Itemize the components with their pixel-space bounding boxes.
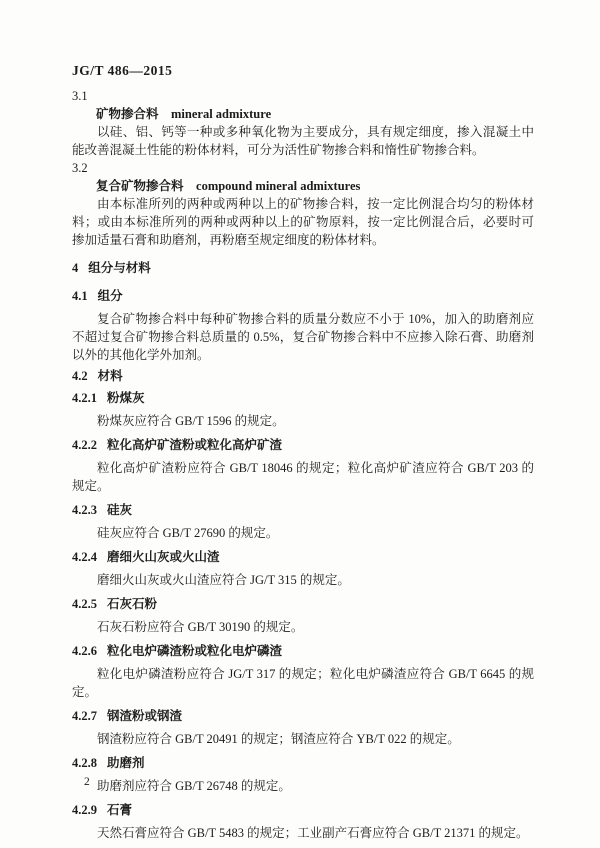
term-name-cn: 复合矿物掺合料: [96, 179, 184, 193]
subsection-body: 粒化电炉磷渣粉应符合 JG/T 317 的规定；粒化电炉磷渣应符合 GB/T 6645 的规定。: [72, 667, 534, 699]
subsection-number: 4.2.1: [72, 391, 97, 405]
subsection-number: 4.2.7: [72, 709, 97, 723]
subsection-title: 磨细火山灰或火山渣: [107, 550, 220, 564]
subsection-heading: [72, 436, 534, 454]
subsection-heading: [72, 754, 534, 772]
subsection-heading: [72, 389, 534, 407]
subsection-number: 4.2.8: [72, 756, 97, 770]
term-name-en: compound mineral admixtures: [196, 179, 361, 193]
subsection-heading: [72, 595, 534, 613]
section-number: 4.1: [72, 289, 88, 303]
subsection-title: 石灰石粉: [107, 597, 158, 611]
subsection-body: 粒化高炉矿渣粉应符合 GB/T 18046 的规定；粒化高炉矿渣应符合 GB/T 203 的规定。: [72, 461, 534, 493]
subsection-number: 4.2.2: [72, 438, 97, 452]
section-heading: [72, 367, 534, 385]
page-number: 2: [84, 776, 90, 788]
term-name-en: mineral admixture: [171, 107, 272, 121]
chapter-number: 4: [72, 261, 79, 275]
term-heading: [72, 177, 534, 195]
subsection-number: 4.2.3: [72, 503, 97, 517]
subsection-title: 石膏: [107, 803, 133, 817]
subsection-number: 4.2.9: [72, 803, 97, 817]
subsection-heading: [72, 548, 534, 566]
subsection-body: 天然石膏应符合 GB/T 5483 的规定；工业副产石膏应符合 GB/T 21371 的规定。: [97, 826, 529, 840]
subsection-heading: [72, 501, 534, 519]
subsection-title: 硅灰: [107, 503, 133, 517]
section-title: 材料: [97, 369, 123, 383]
term-number: 3.2: [72, 161, 88, 175]
subsection-title: 粉煤灰: [107, 391, 145, 405]
subsection-body: 粉煤灰应符合 GB/T 1596 的规定。: [97, 414, 285, 428]
term-heading: [72, 105, 534, 123]
subsection-number: 4.2.4: [72, 550, 97, 564]
standard-code: JG/T 486—2015: [72, 63, 173, 78]
term-definition: 由本标准所列的两种或两种以上的矿物掺合料，按一定比例混合均匀的粉体材料；或由本标准所列的两种或两种以上的矿物原料，按一定比例混合后，必要时可掺加适量石膏和助磨剂，再粉磨至规定细度的粉体材料。: [72, 197, 534, 247]
subsection-title: 粒化高炉矿渣粉或粒化高炉矿渣: [107, 438, 283, 452]
subsection-body: 钢渣粉应符合 GB/T 20491 的规定；钢渣应符合 YB/T 022 的规定。: [97, 732, 460, 746]
term-name-cn: 矿物掺合料: [96, 107, 159, 121]
term-number: 3.1: [72, 89, 88, 103]
subsection-body: 磨细火山灰或火山渣应符合 JG/T 315 的规定。: [97, 573, 350, 587]
subsection-title: 粒化电炉磷渣粉或粒化电炉磷渣: [107, 644, 283, 658]
term-definition: 以硅、铝、钙等一种或多种氧化物为主要成分，具有规定细度，掺入混凝土中能改善混凝土性能的粉体材料，可分为活性矿物掺合料和惰性矿物掺合料。: [72, 125, 534, 157]
subsection-title: 助磨剂: [107, 756, 145, 770]
subsection-heading: [72, 801, 534, 819]
section-body: 复合矿物掺合料中每种矿物掺合料的质量分数应不小于 10%，加入的助磨剂应不超过复合矿物掺合料总质量的 0.5%，复合矿物掺合料中不应掺入除石膏、助磨剂以外的其他化学外加剂。: [72, 312, 534, 362]
section-title: 组分: [97, 289, 123, 303]
section-number: 4.2: [72, 369, 88, 383]
subsection-body: 硅灰应符合 GB/T 27690 的规定。: [97, 526, 279, 540]
subsection-title: 钢渣粉或钢渣: [107, 709, 183, 723]
chapter-heading: [72, 259, 534, 277]
subsection-body: 助磨剂应符合 GB/T 26748 的规定。: [97, 779, 291, 793]
subsection-number: 4.2.5: [72, 597, 97, 611]
subsection-heading: [72, 642, 534, 660]
section-heading: [72, 287, 534, 305]
subsection-body: 石灰石粉应符合 GB/T 30190 的规定。: [97, 620, 304, 634]
subsection-number: 4.2.6: [72, 644, 97, 658]
chapter-title: 组分与材料: [88, 261, 151, 275]
subsection-heading: [72, 707, 534, 725]
